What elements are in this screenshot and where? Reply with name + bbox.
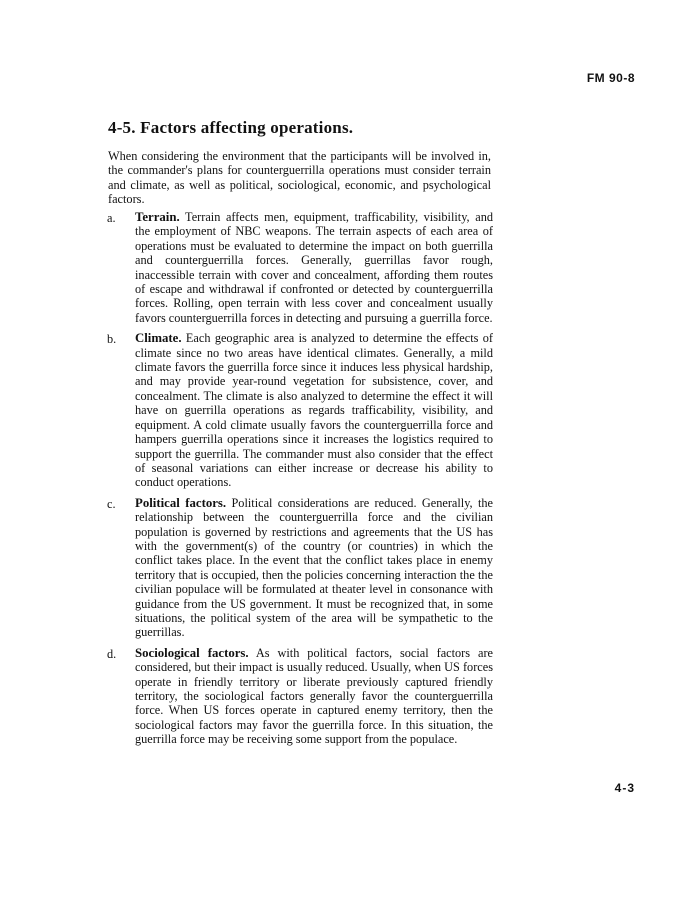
item-letter: c. — [107, 496, 116, 511]
item-text: As with political factors, social factors are considered, but their impact is usually reduced. Usually, when US forces operate in friendly territory or liberate previously captured friendly territory, the sociological factors generally favor the counterguerrilla force. When US forces operate in captured enemy territory, then the sociological factors may favor the guerrilla force. In this situation, the guerrilla force may be receiving some support from the populace. — [135, 645, 494, 747]
item-title: Political factors. — [135, 495, 227, 510]
item-body — [135, 331, 493, 489]
factor-item-political — [103, 496, 493, 640]
item-title: Sociological factors. — [135, 645, 249, 660]
intro-paragraph: When considering the environment that the participants will be involved in, the commander's plans for counterguerrilla operations must consider terrain and climate, as well as political, sociological, economic, and psychological factors. — [108, 149, 491, 207]
item-text: Each geographic area is analyzed to determine the effects of climate since no two areas have identical climates. Generally, a mild climate favors the guerrilla force since it induces less physical hardship, and may provide year-round vegetation for subsistence, cover, and concealment. The climate is also analyzed to determine the effect it will have on guerrilla operations as regards trafficability, visibility, and equipment. A cold climate usually favors the counterguerrilla force and hampers guerrilla operations since it increases the logistics required to support the guerrilla. The commander must also consider that the effect of seasonal variations can either increase or decrease his ability to conduct operations. — [135, 331, 494, 490]
item-title: Terrain. — [135, 210, 180, 224]
item-letter: b. — [107, 332, 117, 347]
factor-list — [103, 210, 493, 753]
item-letter: d. — [107, 646, 117, 661]
factor-item-climate — [103, 331, 493, 489]
item-title: Climate. — [135, 331, 182, 346]
factor-item-terrain — [103, 210, 493, 325]
item-body — [135, 210, 493, 325]
item-body — [135, 646, 493, 747]
document-code: FM 90-8 — [586, 71, 635, 85]
item-text: Political considerations are reduced. Generally, the relationship between the counterguerrilla force and the civilian population is governed by restrictions and agreements that the US has with the government(s) of the country (or countries) in which the conflict takes place. In the event that the conflict takes place in enemy territory that is occupied, then the policies concerning interaction the the civilian populace will be formulated at theater level in consonance with guidance from the US government. It must be recognized that, in some situations, the political system of the area will be sympathetic to the guerrillas. — [135, 495, 493, 640]
item-letter: a. — [107, 211, 116, 225]
item-text: Terrain affects men, equipment, trafficability, visibility, and the employment of NBC weapons. The terrain aspects of each area of operations must be evaluated to determine the impact on both guerrilla and counterguerrilla forces. Generally, guerrillas favor rough, inaccessible terrain with cover and concealment, affording them routes of escape and withdrawal if confronted or detected by counterguerrilla forces. Rolling, open terrain with less cover and concealment usually favors counterguerrilla forces in detecting and pursuing a guerrilla force. — [135, 210, 493, 325]
factor-item-sociological — [103, 646, 493, 747]
item-body — [135, 496, 493, 640]
page-number: 4-3 — [614, 781, 635, 795]
section-heading: 4-5. Factors affecting operations. — [108, 118, 354, 137]
